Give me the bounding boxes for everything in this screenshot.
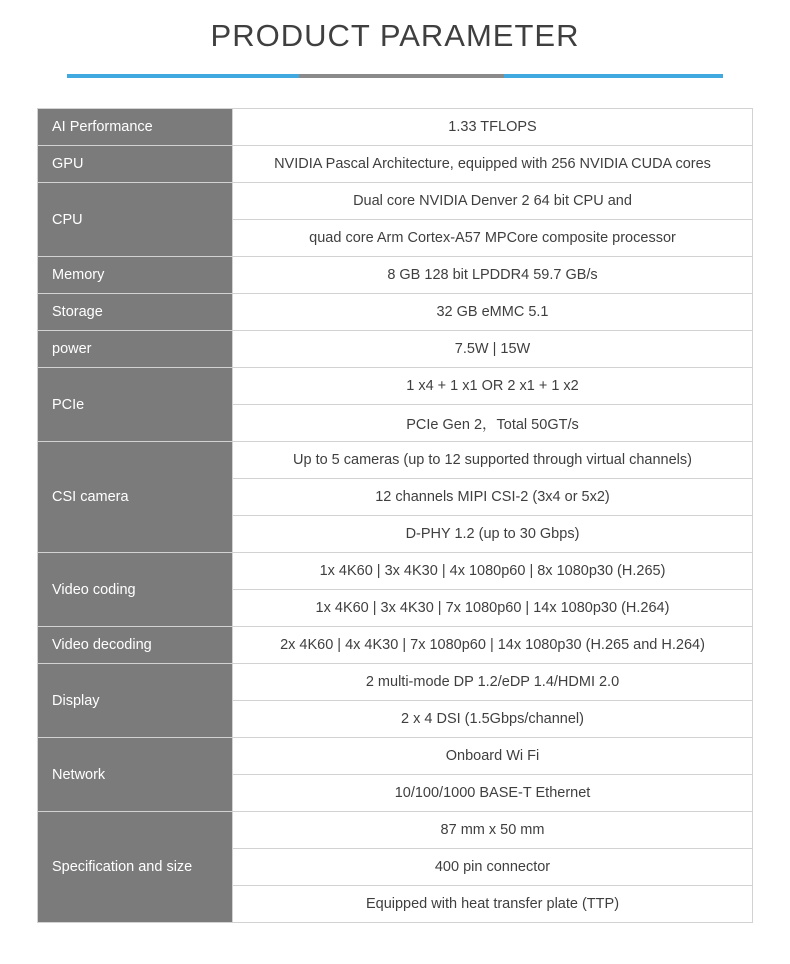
table-row (38, 368, 753, 405)
spec-value-cell: 12 channels MIPI CSI-2 (3x4 or 5x2) (233, 479, 753, 516)
spec-value-cell: 32 GB eMMC 5.1 (233, 294, 753, 331)
spec-table (37, 108, 753, 923)
spec-label-cell: Specification and size (38, 812, 233, 923)
spec-value-cell: 87 mm x 50 mm (233, 812, 753, 849)
table-row (38, 664, 753, 701)
table-row (38, 627, 753, 664)
spec-label-cell: Network (38, 738, 233, 812)
spec-value-cell: 400 pin connector (233, 849, 753, 886)
spec-value-cell: 2x 4K60 | 4x 4K30 | 7x 1080p60 | 14x 1080p30 (H.265 and H.264) (233, 627, 753, 664)
spec-value-cell: 10/100/1000 BASE-T Ethernet (233, 775, 753, 812)
divider-segment-blue-left (67, 74, 299, 78)
spec-value-cell: Dual core NVIDIA Denver 2 64 bit CPU and (233, 183, 753, 220)
spec-label-cell: CSI camera (38, 442, 233, 553)
table-row (38, 257, 753, 294)
spec-value-cell: 2 multi-mode DP 1.2/eDP 1.4/HDMI 2.0 (233, 664, 753, 701)
spec-label-cell: CPU (38, 183, 233, 257)
spec-value-cell: D-PHY 1.2 (up to 30 Gbps) (233, 516, 753, 553)
spec-label-cell: GPU (38, 146, 233, 183)
table-row (38, 183, 753, 220)
spec-label-cell: PCIe (38, 368, 233, 442)
page-title: PRODUCT PARAMETER (210, 18, 580, 53)
spec-value-cell: 8 GB 128 bit LPDDR4 59.7 GB/s (233, 257, 753, 294)
table-row (38, 331, 753, 368)
table-row (38, 553, 753, 590)
spec-label-cell: Storage (38, 294, 233, 331)
table-row (38, 294, 753, 331)
spec-value-cell: 1x 4K60 | 3x 4K30 | 4x 1080p60 | 8x 1080p30 (H.265) (233, 553, 753, 590)
spec-value-cell: 1 x4 + 1 x1 OR 2 x1 + 1 x2 (233, 368, 753, 405)
spec-value-cell: 2 x 4 DSI (1.5Gbps/channel) (233, 701, 753, 738)
table-row (38, 738, 753, 775)
divider-segment-blue-right (504, 74, 723, 78)
spec-value-cell: quad core Arm Cortex-A57 MPCore composite processor (233, 220, 753, 257)
spec-label-cell: power (38, 331, 233, 368)
spec-label-cell: Video coding (38, 553, 233, 627)
spec-value-cell: Onboard Wi Fi (233, 738, 753, 775)
table-row (38, 812, 753, 849)
spec-value-cell: 7.5W | 15W (233, 331, 753, 368)
spec-value-cell: Equipped with heat transfer plate (TTP) (233, 886, 753, 923)
spec-value-cell: 1x 4K60 | 3x 4K30 | 7x 1080p60 | 14x 1080p30 (H.264) (233, 590, 753, 627)
table-row (38, 109, 753, 146)
title-divider (67, 74, 723, 78)
spec-table-container (37, 108, 753, 923)
spec-label-cell: Video decoding (38, 627, 233, 664)
spec-value-cell: 1.33 TFLOPS (233, 109, 753, 146)
table-row (38, 442, 753, 479)
spec-value-cell: PCIe Gen 2，Total 50GT/s (233, 405, 753, 442)
spec-value-cell: NVIDIA Pascal Architecture, equipped with 256 NVIDIA CUDA cores (233, 146, 753, 183)
divider-segment-gray (299, 74, 504, 78)
spec-label-cell: AI Performance (38, 109, 233, 146)
table-row (38, 146, 753, 183)
spec-value-cell: Up to 5 cameras (up to 12 supported through virtual channels) (233, 442, 753, 479)
spec-label-cell: Memory (38, 257, 233, 294)
spec-label-cell: Display (38, 664, 233, 738)
spec-table-body (38, 109, 753, 923)
